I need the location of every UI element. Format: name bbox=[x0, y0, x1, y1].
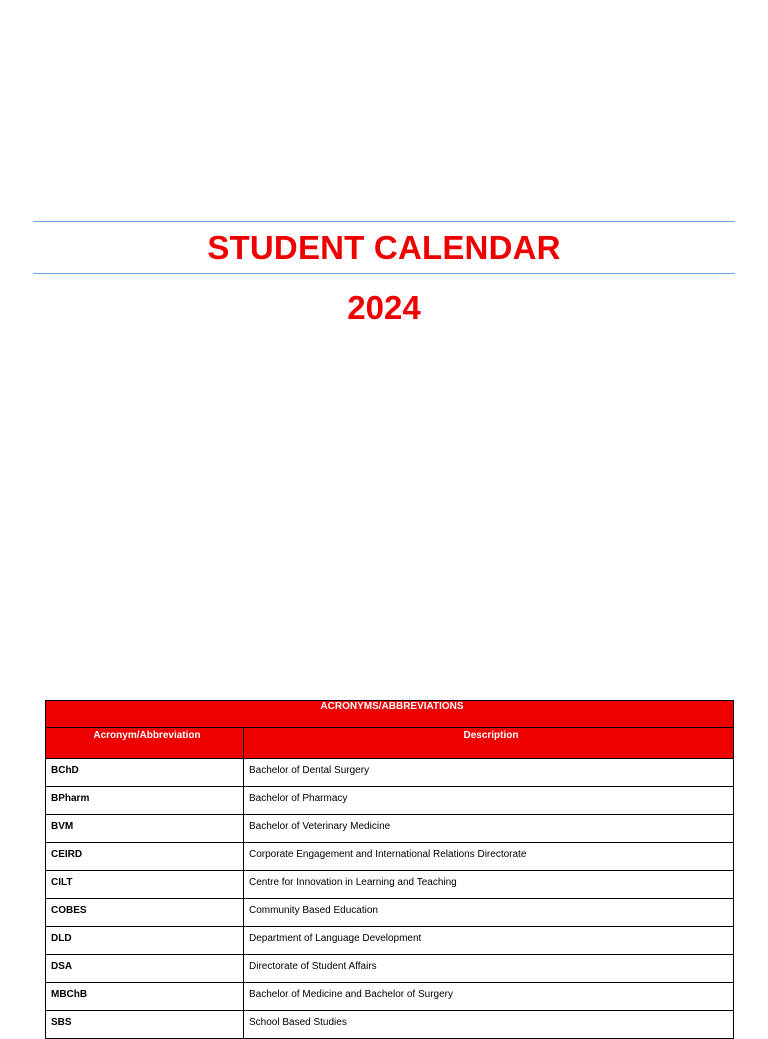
page-title: STUDENT CALENDAR bbox=[207, 229, 561, 266]
acronym-cell: COBES bbox=[46, 899, 244, 927]
table-body bbox=[46, 759, 734, 1039]
acronym-cell: CEIRD bbox=[46, 843, 244, 871]
description-cell: Bachelor of Veterinary Medicine bbox=[244, 815, 734, 843]
description-cell: Bachelor of Dental Surgery bbox=[244, 759, 734, 787]
table-row bbox=[46, 759, 734, 787]
acronym-cell: SBS bbox=[46, 1011, 244, 1039]
acronym-cell: DLD bbox=[46, 927, 244, 955]
header-rule-top bbox=[33, 221, 735, 222]
acronym-cell: BPharm bbox=[46, 787, 244, 815]
table-row bbox=[46, 955, 734, 983]
acronym-cell: BVM bbox=[46, 815, 244, 843]
column-header-acronym: Acronym/Abbreviation bbox=[46, 728, 244, 759]
description-cell: Centre for Innovation in Learning and Teaching bbox=[244, 871, 734, 899]
table-row bbox=[46, 1011, 734, 1039]
table-row bbox=[46, 899, 734, 927]
description-cell: Bachelor of Pharmacy bbox=[244, 787, 734, 815]
acronym-cell: DSA bbox=[46, 955, 244, 983]
table-row bbox=[46, 927, 734, 955]
table-row bbox=[46, 843, 734, 871]
description-cell: Corporate Engagement and International Relations Directorate bbox=[244, 843, 734, 871]
description-cell: Bachelor of Medicine and Bachelor of Surgery bbox=[244, 983, 734, 1011]
acronyms-table bbox=[45, 700, 734, 1039]
header-rule-bottom bbox=[33, 273, 735, 274]
table-header-row bbox=[46, 728, 734, 759]
description-cell: Department of Language Development bbox=[244, 927, 734, 955]
column-header-description: Description bbox=[244, 728, 734, 759]
description-cell: Community Based Education bbox=[244, 899, 734, 927]
calendar-year: 2024 bbox=[347, 289, 421, 326]
table-caption: ACRONYMS/ABBREVIATIONS bbox=[46, 701, 734, 728]
table-caption-row bbox=[46, 701, 734, 728]
description-cell: School Based Studies bbox=[244, 1011, 734, 1039]
acronym-cell: BChD bbox=[46, 759, 244, 787]
table-row bbox=[46, 815, 734, 843]
table-row bbox=[46, 871, 734, 899]
description-cell: Directorate of Student Affairs bbox=[244, 955, 734, 983]
table-row bbox=[46, 983, 734, 1011]
table-row bbox=[46, 787, 734, 815]
acronym-cell: CILT bbox=[46, 871, 244, 899]
acronym-cell: MBChB bbox=[46, 983, 244, 1011]
